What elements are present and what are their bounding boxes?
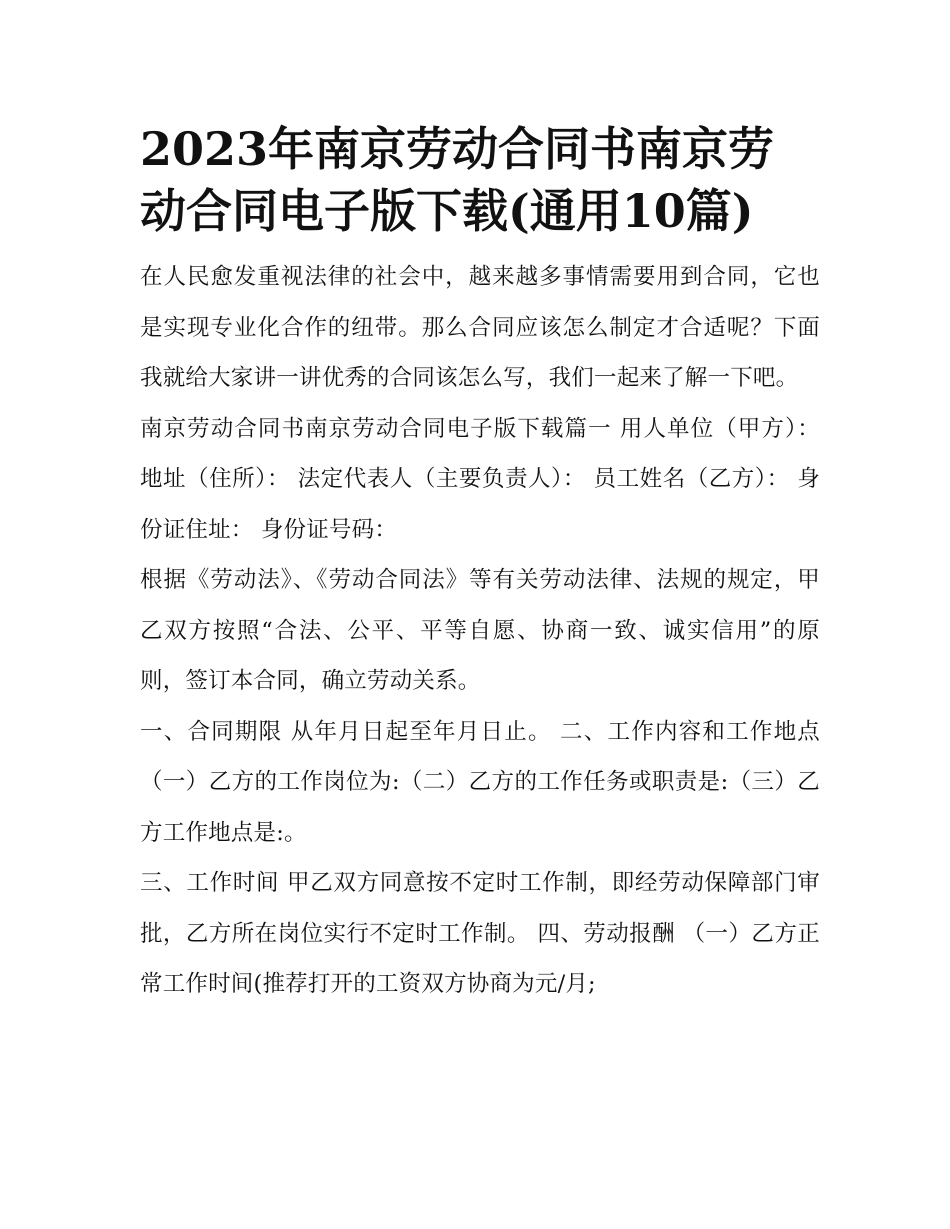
paragraph-intro: 在人民愈发重视法律的社会中，越来越多事情需要用到合同，它也是实现专业化合作的纽带。那么合同应该怎么制定才合适呢？下面我就给大家讲一讲优秀的合同该怎么写，我们一起来了解一下吧。 <box>140 264 820 391</box>
paragraph-hours-and-pay: 三、工作时间 甲乙双方同意按不定时工作制，即经劳动保障部门审批，乙方所在岗位实行不定时工作制。 四、劳动报酬 （一）乙方正常工作时间(推荐打开的工资双方协商为元/月; <box>140 870 820 997</box>
paragraph-parties: 南京劳动合同书南京劳动合同电子版下载篇一 用人单位（甲方）： 地址（住所）： 法定代表人（主要负责人）： 员工姓名（乙方）： 身份证住址： 身份证号码： <box>140 415 820 543</box>
paragraph-term-and-duties: 一、合同期限 从年月日起至年月日止。 二、工作内容和工作地点 （一）乙方的工作岗位为:（二）乙方的工作任务或职责是:（三）乙方工作地点是:。 <box>140 718 820 846</box>
document-body <box>140 118 820 1010</box>
paragraph-legal-basis: 根据《劳动法》、《劳动合同法》等有关劳动法律、法规的规定，甲乙双方按照“合法、公平、平等自愿、协商一致、诚实信用”的原则，签订本合同，确立劳动关系。 <box>140 567 820 694</box>
document-title: 2023年南京劳动合同书南京劳动合同电子版下载(通用10篇) <box>140 122 775 238</box>
